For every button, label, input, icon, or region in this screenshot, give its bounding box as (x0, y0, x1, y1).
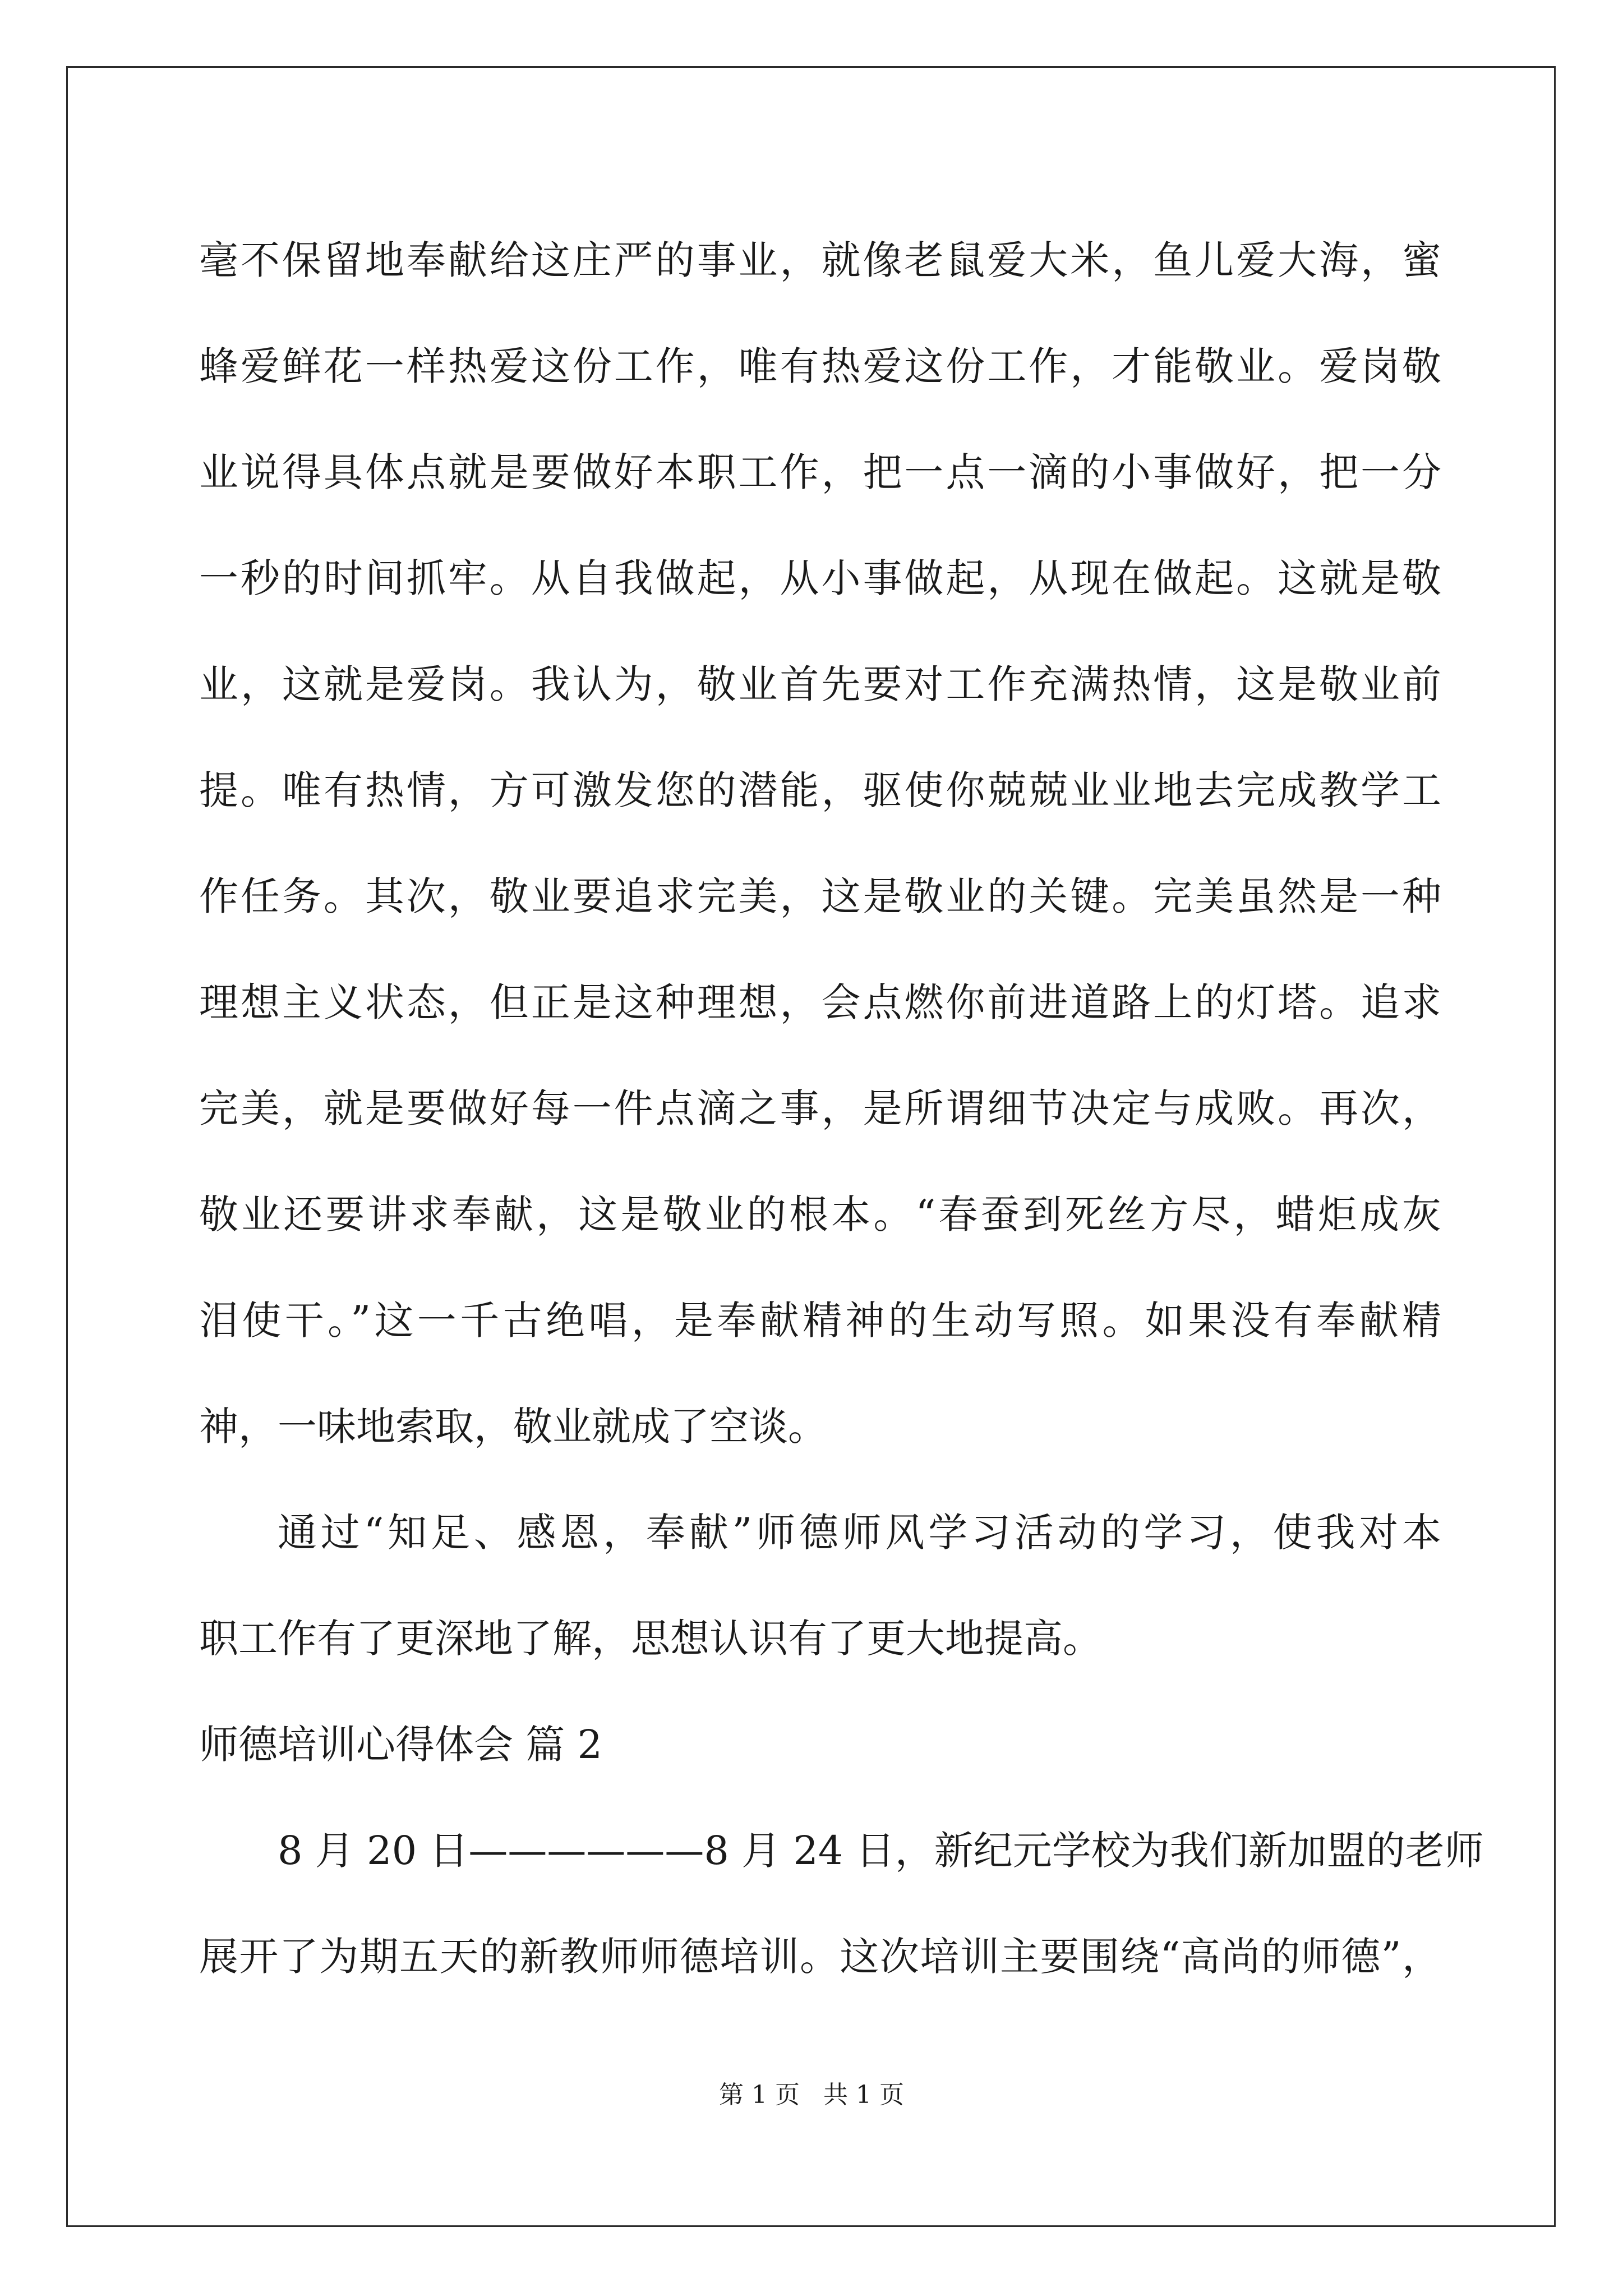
text-line: 职工作有了更深地了解，思想认识有了更大地提高。 (199, 1616, 1102, 1662)
page-footer (0, 2078, 1623, 2112)
section-heading: 师德培训心得体会 篇 2 (199, 1722, 603, 1768)
document-body (199, 208, 1484, 2010)
text-line: 理想主义状态，但正是这种理想，会点燃你前进道路上的灯塔。追求 (199, 979, 1441, 1025)
text-line: 神，一味地索取，敬业就成了空谈。 (199, 1404, 827, 1450)
text-line: 8 月 20 日——————8 月 24 日，新纪元学校为我们新加盟的老师 (278, 1828, 1484, 1874)
page-number: 第 1 页 (719, 2081, 800, 2109)
text-line: 毫不保留地奉献给这庄严的事业，就像老鼠爱大米，鱼儿爱大海，蜜 (199, 237, 1441, 283)
text-line: 一秒的时间抓牢。从自我做起，从小事做起，从现在做起。这就是敬 (199, 555, 1441, 601)
text-line: 通过“知足、感恩，奉献”师德师风学习活动的学习，使我对本 (278, 1510, 1441, 1556)
text-line: 完美，就是要做好每一件点滴之事，是所谓细节决定与成败。再次， (199, 1085, 1441, 1131)
page-total: 共 1 页 (823, 2081, 904, 2109)
text-line: 蜂爱鲜花一样热爱这份工作，唯有热爱这份工作，才能敬业。爱岗敬 (199, 343, 1441, 389)
text-line: 泪使干。”这一千古绝唱，是奉献精神的生动写照。如果没有奉献精 (199, 1297, 1441, 1343)
text-line: 展开了为期五天的新教师师德培训。这次培训主要围绕“高尚的师德”， (199, 1934, 1441, 1980)
text-line: 作任务。其次，敬业要追求完美，这是敬业的关键。完美虽然是一种 (199, 873, 1441, 919)
text-line: 业，这就是爱岗。我认为，敬业首先要对工作充满热情，这是敬业前 (199, 661, 1441, 707)
text-line: 业说得具体点就是要做好本职工作，把一点一滴的小事做好，把一分 (199, 449, 1441, 495)
text-line: 提。唯有热情，方可激发您的潜能，驱使你兢兢业业地去完成教学工 (199, 767, 1441, 813)
text-line: 敬业还要讲求奉献，这是敬业的根本。“春蚕到死丝方尽，蜡炬成灰 (199, 1191, 1441, 1237)
